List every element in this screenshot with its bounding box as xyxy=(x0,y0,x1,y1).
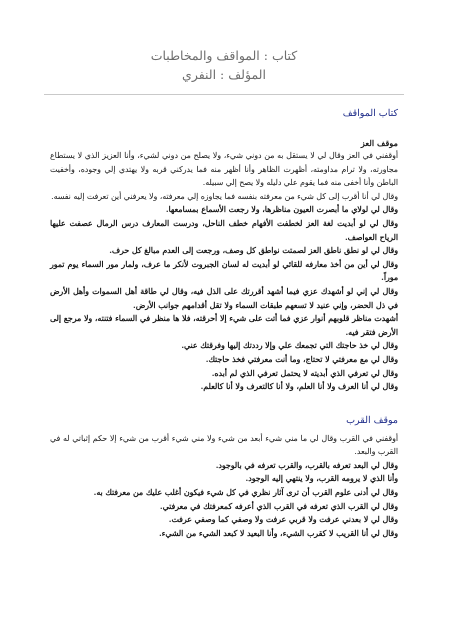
paragraph: وقال لي البعد تعرفه بالقرب، والقرب تعرفه في بالوجود. xyxy=(215,460,398,470)
paragraph: وقال لي أنا أقرب إلى كل شيء من معرفته بنفسه فما يجاوزه إلي معرفته، ولا يعرفني أين تعرفت إليه نفسه. xyxy=(51,191,398,201)
paragraph: وقال لي أدنى علوم القرب أن ترى آثار نظري في كل شيء فيكون أغلب عليك من معرفتك به. xyxy=(93,488,398,498)
header-divider xyxy=(44,94,404,95)
topic-title-izz: موقف العز xyxy=(360,138,398,148)
paragraph: وقال لي لو أبديت لغة العز لخطفت الأفهام خطف الناحل، ودرست المعارف درس الرمال عصفت عليها الرياح العواصف. xyxy=(50,218,398,242)
page-header xyxy=(50,0,398,84)
paragraph: أوقفني في العز وقال لي لا يستقل به من دوني شيء، ولا يصلح من دوني لشيء، وأنا العزيز الذي لا يستطاع مجاورته، ولا ترام مداومته، أظهرت الظاهر وأنا أظهر منه فما يدركني قربه ولا يهتدي إلي وجوده، وأخفيت الباطن وأنا أخفى منه فما يقوم علي دليله ولا يصح إلي سبيله. xyxy=(50,151,398,188)
topic-title-qurb: موقف القرب xyxy=(346,414,398,426)
author-line: المؤلف : النفري xyxy=(182,67,266,82)
paragraph: وقال لي أنا العرف ولا أنا العلم، ولا أنا كالتعرف ولا أنا كالعلم. xyxy=(200,382,398,392)
paragraph: وقال لي لو نطق ناطق العز لصمتت نواطق كل وصف، ورجعت إلى العدم مبالغ كل حرف. xyxy=(109,246,398,256)
section-heading: كتاب المواقف xyxy=(342,108,398,119)
paragraph: وقال لي لولاي ما أبصرت العيون مناظرها، ولا رجعت الأسماع بمسامعها. xyxy=(165,205,398,215)
paragraph: وقال لي أين من أخذ معارفه للقائي لو أبديت له لسان الجبروت لأنكر ما عرف، ولمار مور السماء يوم تمور موراً. xyxy=(50,259,398,283)
paragraph: وقال لي القرب الذي تعرفه في القرب الذي أعرفه كمعرفتك في معرفتي. xyxy=(159,501,398,511)
section1-body xyxy=(50,149,398,394)
section2-body xyxy=(50,432,398,541)
paragraph: أشهدت مناظر قلوبهم أنوار عزي فما أتت على شيء إلا أحرقته، فلا ها منظر في السماء فتنته، ولا مرجع إلى الأرض فتقر فيه. xyxy=(50,314,398,337)
paragraph: وقال لي لا بعدني عرفت ولا قربي عرفت ولا وصفي كما وصفي عرفت. xyxy=(168,515,398,525)
book-title-line: كتاب : المواقف والمخاطبات xyxy=(150,48,298,63)
paragraph: وقال لي أنا القريب لا كقرب الشيء، وأنا البعيد لا كبعد الشيء من الشيء. xyxy=(158,528,398,538)
paragraph: وأنا الذي لا يرومه القرب، ولا ينتهي إليه الوجود. xyxy=(245,474,398,484)
paragraph: وقال لي مع معرفتي لا تحتاج، وما أنت معرفتي فخذ حاجتك. xyxy=(205,354,398,364)
paragraph: وقال لي إني لو أشهدك عزي فيما أشهد أقررتك على الذل فيه، وقال لي طاقة أهل السموات وأهل الأرض في ذل الحضر، وإني عنيد لا تسعهم طبقات السماء ولا تقل أقدامهم جوانب الأرض. xyxy=(50,286,398,310)
paragraph: وقال لي خذ حاجتك التي تجمعك علي وإلا رددتك إليها وفرقتك عني. xyxy=(181,341,398,351)
paragraph: وقال لي تعرفي الذي أبديته لا يحتمل تعرفي الذي لم أبده. xyxy=(211,368,398,378)
paragraph: أوقفني في القرب وقال لي ما مني شيء أبعد من شيء ولا مني شيء أقرب من شيء إلا حكم إثباتي له في القرب والبعد. xyxy=(50,433,398,457)
